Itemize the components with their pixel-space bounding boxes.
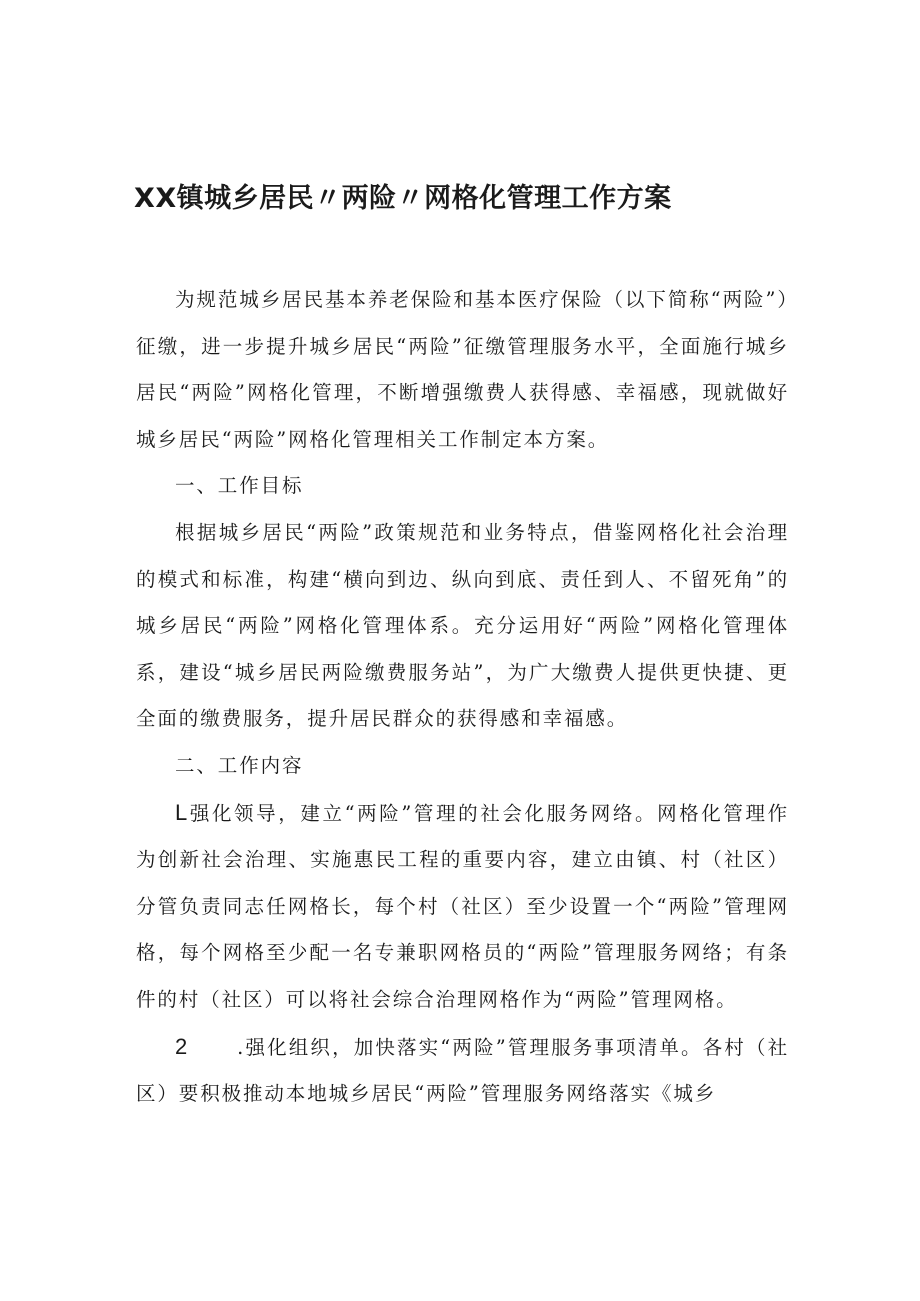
- item1-paragraph: [136, 790, 789, 1024]
- section1-heading: 一、工作目标: [175, 474, 304, 498]
- item2-text: .强化组织，加快落实“两险”管理服务事项清单。各村（社区）要积极推动本地城乡居民“两险”管理服务网络落实《城乡: [136, 1035, 789, 1106]
- intro-paragraph: 为规范城乡居民基本养老保险和基本医疗保险（以下简称“两险”）征缴，进一步提升城乡居民“两险”征缴管理服务水平，全面施行城乡居民“两险”网格化管理，不断增强缴费人获得感、幸福感，现就做好城乡居民“两险”网格化管理相关工作制定本方案。: [136, 288, 789, 451]
- item2-number: 2: [175, 1033, 190, 1059]
- item2-paragraph: [136, 1024, 789, 1118]
- document-title: XX镇城乡居民〃两险〃网格化管理工作方案: [134, 183, 672, 214]
- document-body: [136, 277, 789, 1118]
- section2-heading: 二、工作内容: [175, 753, 304, 777]
- item1-number: L: [175, 799, 190, 825]
- section1-paragraph: 根据城乡居民“两险”政策规范和业务特点，借鉴网格化社会治理的模式和标准，构建“横向到边、纵向到底、责任到人、不留死角”的城乡居民“两险”网格化管理体系。充分运用好“两险”网格化管理体系，建设“城乡居民两险缴费服务站”，为广大缴费人提供更快捷、更全面的缴费服务，提升居民群众的获得感和幸福感。: [136, 520, 789, 731]
- item1-text: 强化领导，建立“两险”管理的社会化服务网络。网格化管理作为创新社会治理、实施惠民工程的重要内容，建立由镇、村（社区）分管负责同志任网格长，每个村（社区）至少设置一个“两险”管理网格，每个网格至少配一名专兼职网格员的“两险”管理服务网络；有条件的村（社区）可以将社会综合治理网格作为“两险”管理网格。: [136, 801, 789, 1011]
